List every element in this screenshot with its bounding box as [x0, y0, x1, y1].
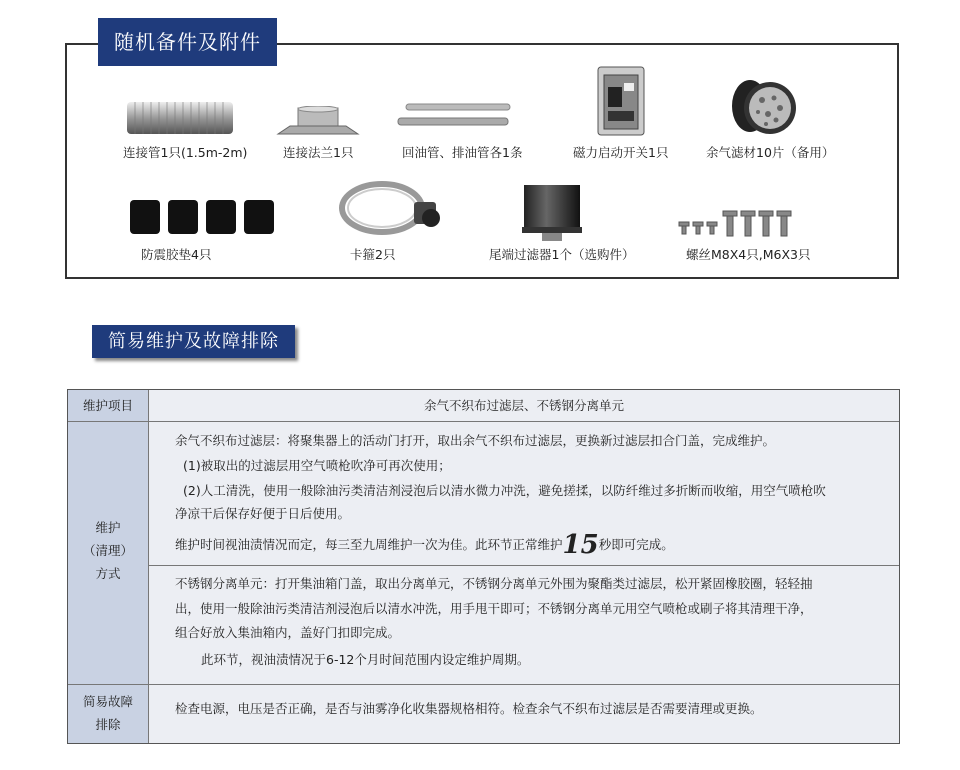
item-label: 连接法兰1只	[283, 145, 354, 160]
filter-text-line: (2)人工清洗，使用一般除油污类清洁剂浸泡后以清水微力冲洗，避免搓揉，以防纤维过多折断而收缩，用空气喷枪吹	[183, 483, 826, 498]
item-label: 螺丝M8X4只,M6X3只	[686, 247, 811, 262]
separator-unit-block	[149, 566, 899, 684]
header-value-cell: 余气不织布过滤层、不锈钢分离单元	[149, 390, 899, 421]
magnetic-starter-switch-icon	[596, 65, 646, 137]
table-divider	[149, 565, 899, 566]
troubleshoot-text: 检查电源，电压是否正确，是否与油雾净化收集器规格相符。检查余气不织布过滤层是否需要清理或更换。	[175, 701, 763, 716]
troubleshoot-label-line: 排除	[95, 717, 121, 732]
filter-time-suffix: 秒即可完成。	[598, 537, 674, 552]
corrugated-pipe-icon	[125, 100, 235, 136]
item-label: 余气滤材10片（备用）	[706, 145, 835, 160]
separator-text-line: 组合好放入集油箱内，盖好门扣即完成。	[175, 625, 401, 640]
table-divider	[68, 421, 899, 422]
filter-time-text: 维护时间视油渍情况而定，每三至九周维护一次为佳。此环节正常维护	[175, 537, 563, 552]
end-filter-icon	[520, 183, 584, 243]
section-title-accessories: 随机备件及附件	[98, 18, 277, 66]
rubber-pads-icon	[128, 197, 278, 237]
troubleshoot-value-cell	[149, 685, 899, 743]
troubleshoot-label-line: 简易故障	[82, 694, 133, 709]
screws-icon	[678, 208, 802, 240]
item-label: 磁力启动开关1只	[573, 145, 669, 160]
filter-text-line: 净凉干后保存好便于日后使用。	[175, 506, 351, 521]
method-label-line: 维护	[95, 520, 121, 535]
item-label: 尾端过滤器1个（选购件）	[489, 247, 635, 262]
section-title-maintenance: 简易维护及故障排除	[92, 325, 295, 358]
item-label: 卡箍2只	[350, 247, 396, 262]
seconds-number: 15	[562, 530, 599, 560]
filter-layer-block	[149, 422, 899, 565]
flange-icon	[276, 106, 360, 136]
item-label: 防震胶垫4只	[141, 247, 212, 262]
troubleshoot-label-cell	[68, 685, 148, 743]
method-label-line: （清理）	[82, 543, 133, 558]
header-label-cell: 维护项目	[68, 390, 148, 421]
separator-text-line: 不锈钢分离单元：打开集油箱门盖，取出分离单元，不锈钢分离单元外围为聚酯类过滤层，松开紧固橡胶圈，轻轻抽	[175, 576, 813, 591]
item-label: 回油管、排油管各1条	[402, 145, 523, 160]
table-divider	[68, 684, 899, 685]
separator-text-line: 出，使用一般除油污类清洁剂浸泡后以清水冲洗，用手甩干即可；不锈钢分离单元用空气喷枪或刷子将其清理干净，	[175, 601, 813, 616]
oil-pipes-icon	[396, 103, 516, 127]
filter-media-icon	[728, 78, 798, 138]
filter-text-line: 余气不织布过滤层：将聚集器上的活动门打开，取出余气不织布过滤层，更换新过滤层扣合门盖，完成维护。	[175, 433, 776, 448]
hose-clamp-icon	[336, 178, 446, 242]
table-divider	[148, 390, 149, 743]
item-label: 连接管1只(1.5m-2m)	[123, 145, 248, 160]
separator-text-line: 此环节，视油渍情况于6-12个月时间范围内设定维护周期。	[201, 652, 530, 667]
method-label-line: 方式	[95, 566, 121, 581]
method-label-cell	[68, 422, 148, 684]
filter-text-line: (1)被取出的过滤层用空气喷枪吹净可再次使用；	[183, 458, 451, 473]
maintenance-table	[67, 389, 900, 744]
filter-time-line	[175, 530, 674, 560]
